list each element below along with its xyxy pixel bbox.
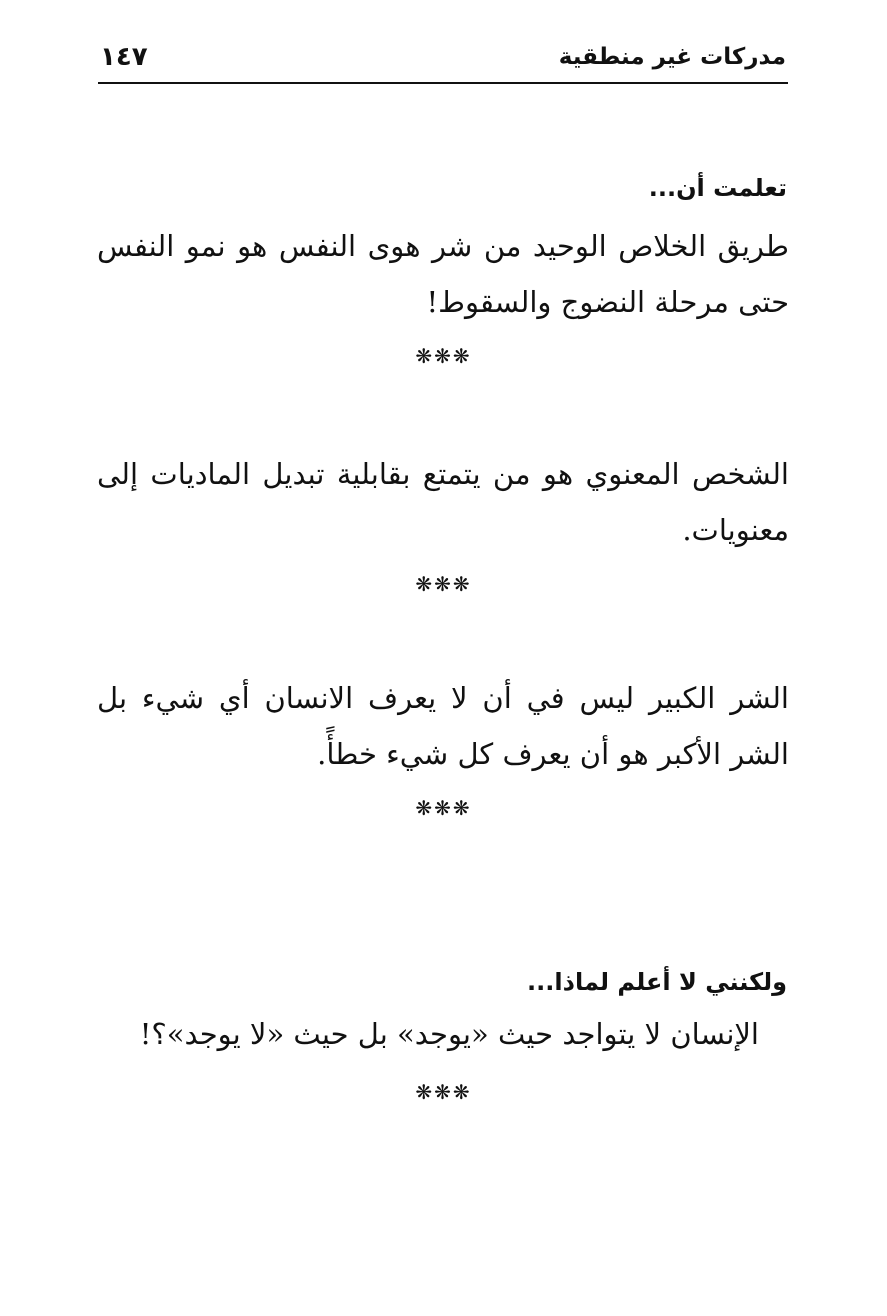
paragraph-great-evil: الشر الكبير ليس في أن لا يعرف الانسان أي شيء بل الشر الأكبر هو أن يعرف كل شيء خطأً.: [97, 681, 789, 771]
separator-stars: ❋❋❋: [415, 572, 472, 596]
paragraph-human-presence: الإنسان لا يتواجد حيث «يوجد» بل حيث «لا يوجد»؟!: [139, 1017, 759, 1051]
separator-stars: ❋❋❋: [415, 344, 472, 368]
separator-stars: ❋❋❋: [415, 796, 472, 820]
separator-stars: ❋❋❋: [415, 1080, 472, 1104]
paragraph-spiritual-person: الشخص المعنوي هو من يتمتع بقابلية تبديل الماديات إلى معنويات.: [97, 457, 789, 547]
page-header: [98, 38, 788, 84]
section-heading-learned: تعلمت أن...: [648, 174, 787, 202]
section-heading-dont-know: ولكنني لا أعلم لماذا...: [527, 968, 787, 996]
paragraph-salvation: طريق الخلاص الوحيد من شر هوى النفس هو نمو النفس حتى مرحلة النضوج والسقوط!: [97, 229, 789, 319]
page-number: ١٤٧: [100, 42, 148, 72]
running-title: مدركات غير منطقية: [558, 44, 786, 70]
